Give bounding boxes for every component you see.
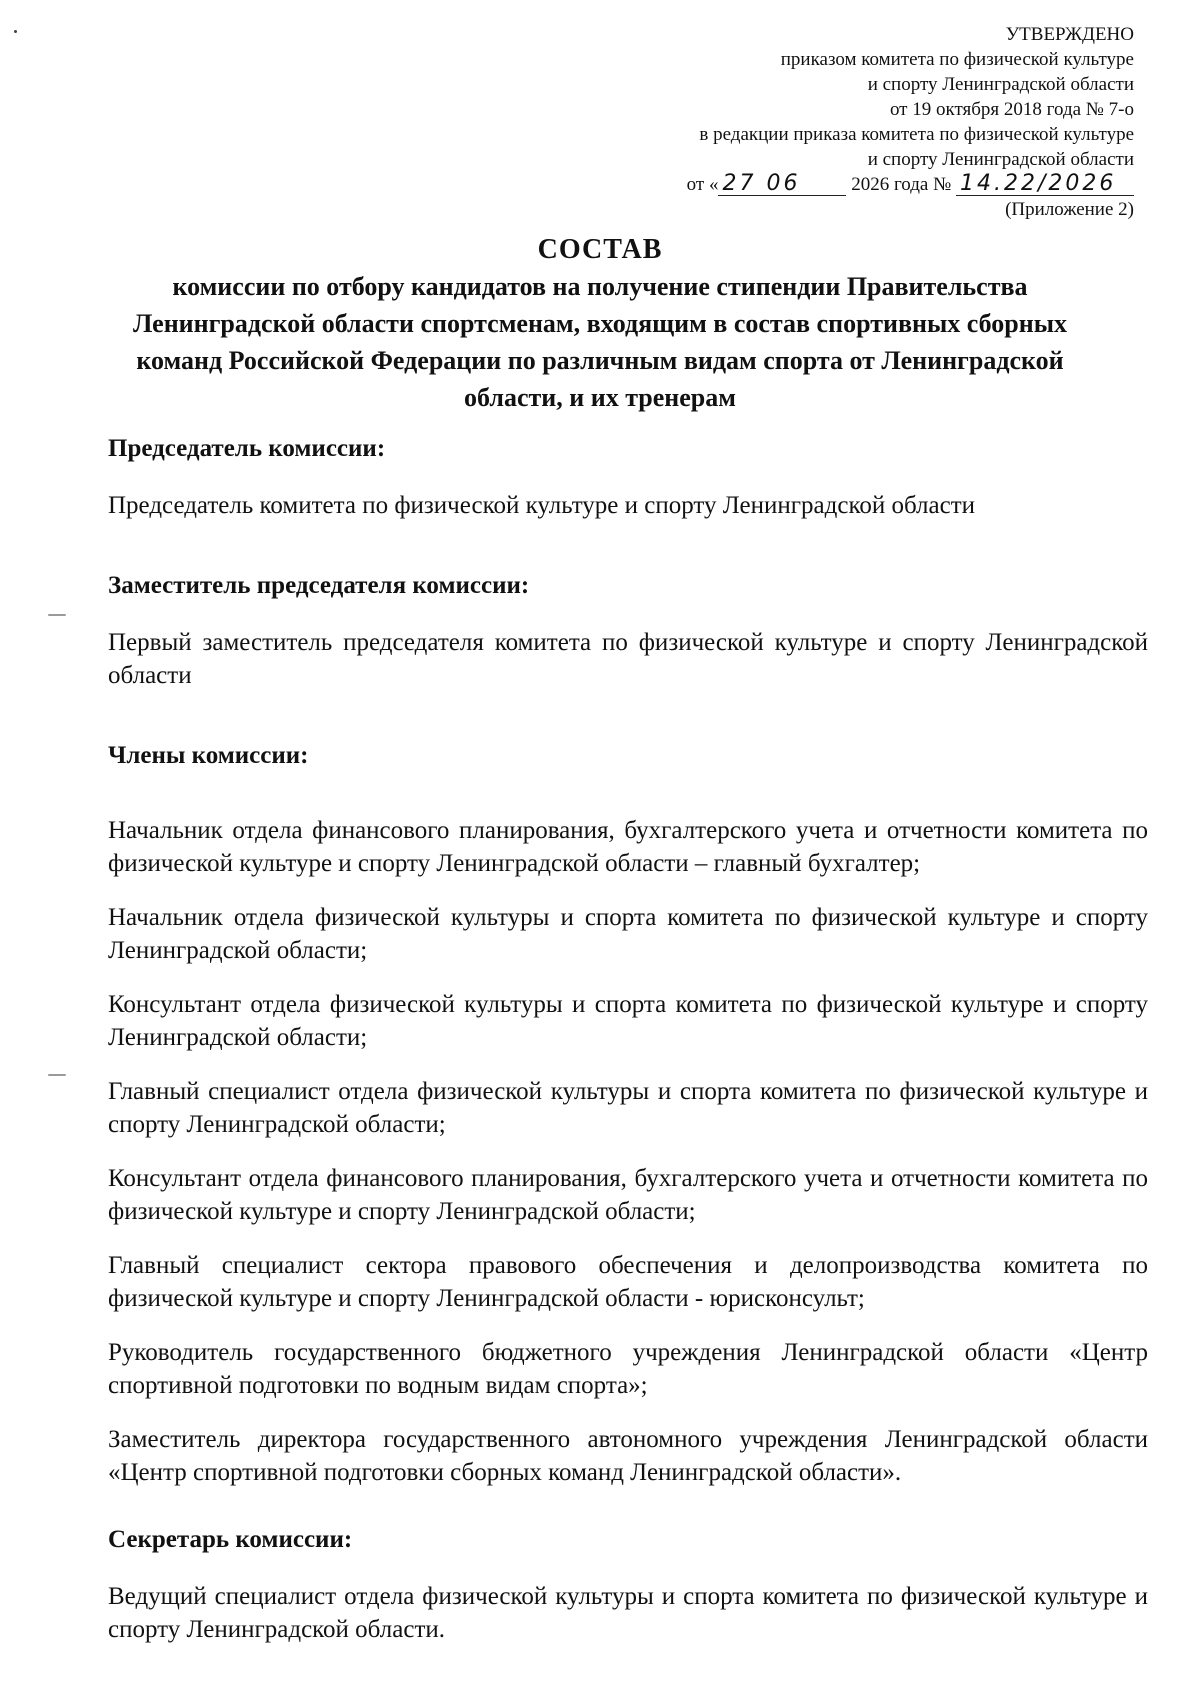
member-item: Заместитель директора государственного автономного учреждения Ленинградской области «Центр спортивной подготовки сборных команд Ленинградской области». [108,1426,1148,1486]
approval-date-line [574,172,1134,197]
members-heading: Члены комиссии: [108,742,309,769]
approval-line: от 19 октября 2018 года № 7-о [889,99,1134,120]
scan-speck [14,30,17,33]
title-subtitle: комиссии по отбору кандидатов на получение стипендии Правительства Ленинградской области спортсменам, входящим в состав спортивных сборных команд Российской Федерации по различным видам спорта от Ленинградской области, и их тренерам [132,272,1068,412]
approval-block [574,22,1134,222]
approval-heading: УТВЕРЖДЕНО [1005,24,1134,45]
handwritten-date: 27 06 [718,173,846,196]
approval-line: приказом комитета по физической культуре [780,49,1134,70]
member-item: Начальник отдела физической культуры и спорта комитета по физической культуре и спорту Ленинградской области; [108,904,1148,964]
margin-mark [48,1074,66,1076]
year-text: 2026 года № [851,174,952,195]
secretary-heading: Секретарь комиссии: [108,1526,353,1553]
chair-text: Председатель комитета по физической культуре и спорту Ленинградской области [108,492,976,519]
approval-line: в редакции приказа комитета по физической культуре [699,124,1134,145]
member-item: Главный специалист сектора правового обеспечения и делопроизводства комитета по физической культуре и спорту Ленинградской области - юрисконсульт; [108,1252,1148,1312]
handwritten-number: 14.22/2026 [956,173,1134,196]
member-item: Начальник отдела финансового планирования, бухгалтерского учета и отчетности комитета по физической культуре и спорту Ленинградской области – главный бухгалтер; [108,817,1148,877]
secretary-text: Ведущий специалист отдела физической культуры и спорта комитета по физической культуре и спорту Ленинградской области. [108,1583,1148,1643]
approval-line: и спорту Ленинградской области [867,74,1134,95]
member-item: Руководитель государственного бюджетного учреждения Ленинградской области «Центр спортивной подготовки по водным видам спорта»; [108,1339,1148,1399]
appendix-label: (Приложение 2) [1005,199,1134,220]
document-title [90,232,1110,416]
margin-mark [48,614,66,616]
document-body [108,432,1148,1667]
approval-line: и спорту Ленинградской области [867,149,1134,170]
member-item: Главный специалист отдела физической культуры и спорта комитета по физической культуре и спорту Ленинградской области; [108,1078,1148,1138]
member-item: Консультант отдела физической культуры и спорта комитета по физической культуре и спорту Ленинградской области; [108,991,1148,1051]
deputy-heading: Заместитель председателя комиссии: [108,572,530,599]
date-prefix: от « [686,174,719,195]
chair-heading: Председатель комиссии: [108,435,386,462]
deputy-text: Первый заместитель председателя комитета по физической культуре и спорту Ленинградской области [108,629,1148,689]
member-item: Консультант отдела финансового планирования, бухгалтерского учета и отчетности комитета по физической культуре и спорту Ленинградской области; [108,1165,1148,1225]
title-main: СОСТАВ [537,234,663,265]
